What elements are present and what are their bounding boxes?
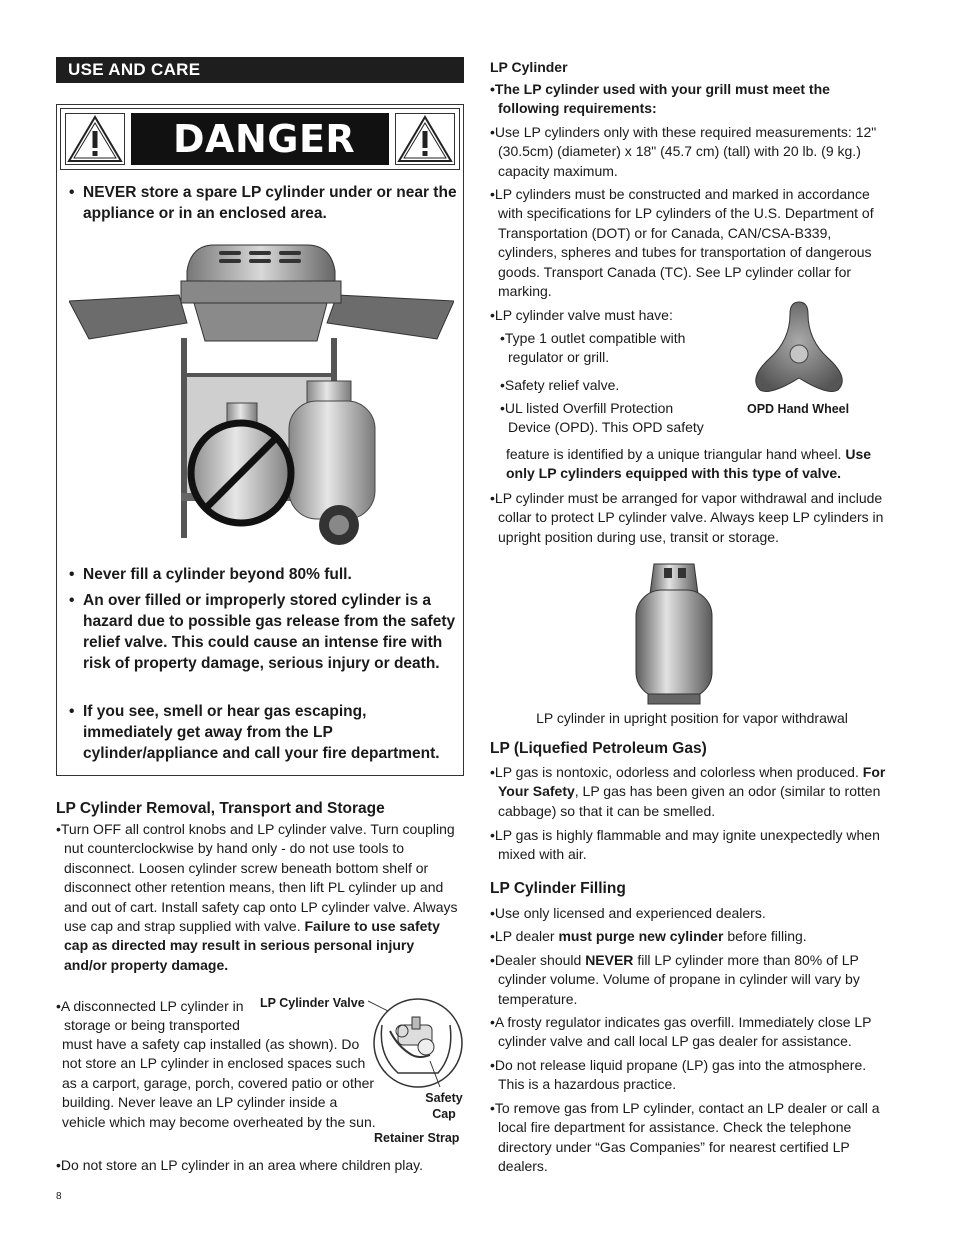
lpgas-paragraph-1: •LP gas is nontoxic, odorless and colorless when produced. For Your Safety, LP gas has been given an odor (similar to rotten cabbage) so that it can be smelled.	[490, 764, 886, 819]
lp-cylinder-upright-illustration	[626, 560, 722, 706]
valve-safety-cap-illustration	[368, 995, 464, 1095]
cylinder-valve-opd: •UL listed Overfill Protection Device (OPD). This OPD safety	[500, 400, 704, 436]
warning-triangle-icon	[395, 113, 455, 165]
section-title: USE AND CARE	[56, 57, 464, 83]
removal-heading: LP Cylinder Removal, Transport and Storage	[56, 800, 385, 817]
filling-paragraph-2: •LP dealer must purge new cylinder before filling.	[490, 928, 807, 944]
label-lp-cylinder-valve: LP Cylinder Valve	[260, 996, 365, 1010]
cylinder-valve-type1: •Type 1 outlet compatible with regulator or grill.	[500, 330, 686, 366]
lpgas-heading: LP (Liquefied Petroleum Gas)	[490, 740, 707, 757]
filling-paragraph-3: •Dealer should NEVER fill LP cylinder more than 80% of LP cylinder volume. Volume of propane in cylinder will vary by temperature.	[490, 952, 860, 1007]
grill-with-prohibited-cylinder-illustration	[69, 243, 454, 548]
danger-bullet-storage: • NEVER store a spare LP cylinder under or near the appliance or in an enclosed area.	[69, 182, 459, 224]
warning-triangle-icon	[65, 113, 125, 165]
filling-paragraph-6: •To remove gas from LP cylinder, contact an LP dealer or call a local fire department for assistance. Check the telephone directory under “Gas Companies” for nearest certified LP dealers.	[490, 1100, 880, 1175]
removal-children-paragraph: •Do not store an LP cylinder in an area where children play.	[56, 1157, 424, 1173]
lpgas-paragraph-2: •LP gas is highly flammable and may ignite unexpectedly when mixed with air.	[490, 827, 880, 863]
danger-bullet-fill: • Never fill a cylinder beyond 80% full.	[69, 564, 459, 585]
cylinder-heading: LP Cylinder	[490, 59, 568, 75]
opd-hand-wheel-illustration	[746, 300, 852, 396]
cylinder-requirements: •The LP cylinder used with your grill must meet the following requirements:	[490, 81, 830, 117]
cylinder-caption: LP cylinder in upright position for vapor withdrawal	[536, 710, 848, 726]
danger-box	[56, 104, 464, 776]
cylinder-construction: •LP cylinders must be constructed and marked in accordance with specifications for LP cylinders of the U.S. Department of Transportation (DOT) or for Canada, CAN/CSA-B339, cylinders, spheres and tubes for transportation of dangerous goods. Transport Canada (TC). See LP cylinder collar for marking.	[490, 186, 874, 300]
removal-paragraph: •Turn OFF all control knobs and LP cylinder valve. Turn coupling nut counterclockwise by hand only - do not use tools to disconnect. Loosen cylinder screw beneath bottom shelf or disconnect other retention means, then lift PL cylinder up and and out of cart. Install safety cap onto LP cylinder valve. Always use cap and strap supplied with valve. Failure to use safety cap as directed may result in serious personal injury and/or property damage.	[56, 821, 458, 973]
danger-banner	[60, 108, 460, 170]
filling-heading: LP Cylinder Filling	[490, 880, 626, 897]
danger-bullet-overfill: • An over filled or improperly stored cylinder is a hazard due to possible gas release from the safety relief valve. This could cause an intense fire with risk of property damage, serious injury or death.	[69, 590, 459, 674]
cylinder-opd-feature: feature is identified by a unique triangular hand wheel. Use only LP cylinders equipped with this type of valve.	[506, 446, 872, 482]
filling-paragraph-1: •Use only licensed and experienced dealers.	[490, 905, 766, 921]
cylinder-vapor-withdrawal: •LP cylinder must be arranged for vapor withdrawal and include collar to protect LP cylinder valve. Always keep LP cylinders in upright position during use, transit or storage.	[490, 490, 884, 545]
filling-paragraph-5: •Do not release liquid propane (LP) gas into the atmosphere. This is a hazardous practice.	[490, 1057, 867, 1093]
filling-paragraph-4: •A frosty regulator indicates gas overfill. Immediately close LP cylinder valve and call local LP gas dealer for assistance.	[490, 1014, 872, 1050]
label-opd-hand-wheel: OPD Hand Wheel	[747, 402, 850, 416]
danger-bullet-gas-escape: • If you see, smell or hear gas escaping, immediately get away from the LP cylinder/appliance and call your fire department.	[69, 701, 459, 764]
cylinder-valve-relief: •Safety relief valve.	[500, 377, 620, 393]
label-retainer-strap: Retainer Strap	[374, 1131, 460, 1145]
danger-title: DANGER	[131, 113, 389, 165]
removal-storage-paragraph-b: must have a safety cap installed (as shown). Do not store an LP cylinder in enclosed spaces such as a carport, garage, porch, covered patio or other building. Never leave an LP cylinder inside a vehicle which may become overheated by the sun.	[62, 1036, 376, 1130]
cylinder-measurements: •Use LP cylinders only with these required measurements: 12" (30.5cm) (diameter) x 18" (45.7 cm) (tall) with 20 lb. (9 kg.) capacity maximum.	[490, 124, 877, 179]
label-safety-cap: Safety Cap	[425, 1091, 463, 1121]
page-number: 8	[56, 1191, 62, 1202]
removal-storage-paragraph-a: •A disconnected LP cylinder in storage or being transported	[56, 998, 244, 1034]
cylinder-valve-must-have: •LP cylinder valve must have:	[490, 307, 673, 323]
